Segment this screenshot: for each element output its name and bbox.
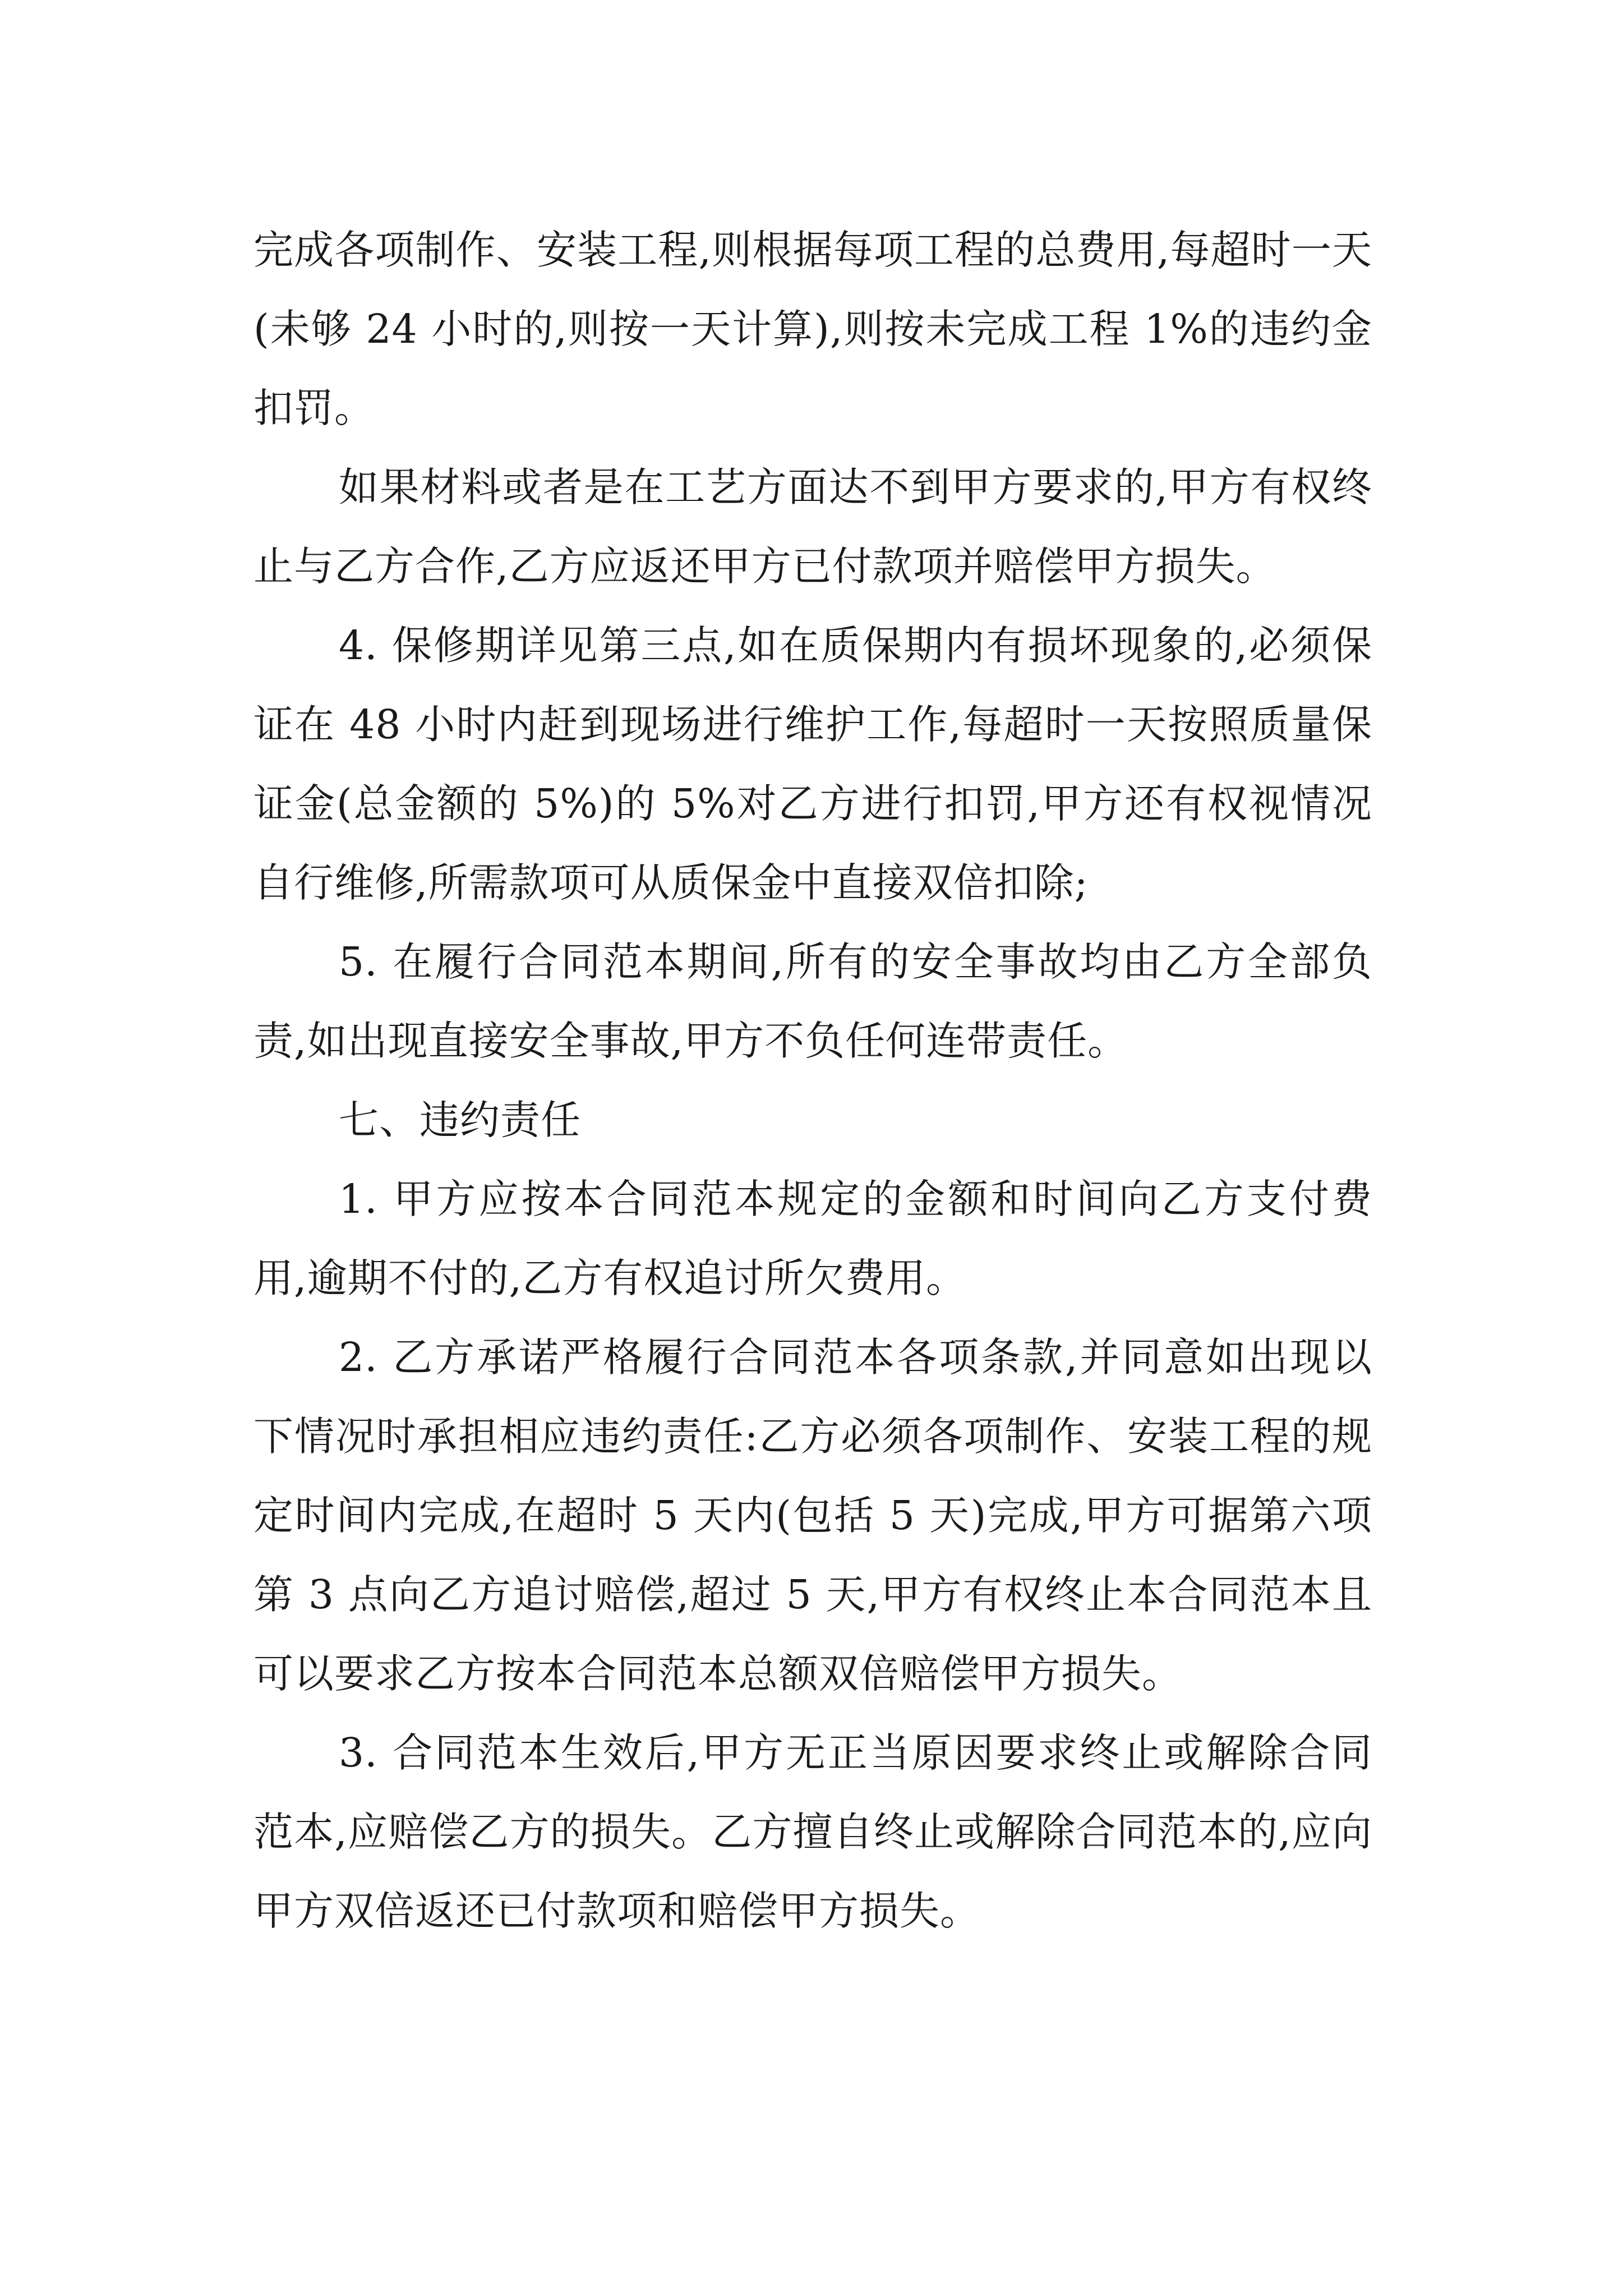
paragraph-breach-item-1: 1. 甲方应按本合同范本规定的金额和时间向乙方支付费用,逾期不付的,乙方有权追讨所欠费用。	[253, 1176, 1372, 1301]
paragraph-item-5-safety: 5. 在履行合同范本期间,所有的安全事故均由乙方全部负责,如出现直接安全事故,甲方不负任何连带责任。	[253, 938, 1372, 1064]
paragraph-breach-item-3: 3. 合同范本生效后,甲方无正当原因要求终止或解除合同范本,应赔偿乙方的损失。乙方擅自终止或解除合同范本的,应向甲方双倍返还已付款项和赔偿甲方损失。	[253, 1729, 1372, 1934]
paragraph-material-quality: 如果材料或者是在工艺方面达不到甲方要求的,甲方有权终止与乙方合作,乙方应返还甲方已付款项并赔偿甲方损失。	[253, 464, 1372, 590]
paragraph-breach-item-2: 2. 乙方承诺严格履行合同范本各项条款,并同意如出现以下情况时承担相应违约责任:乙方必须各项制作、安装工程的规定时间内完成,在超时 5 天内(包括 5 天)完成,甲方可据第六项第 3 点向乙方追讨赔偿,超过 5 天,甲方有权终止本合同范本且可以要求乙方按本合同范本总额双倍赔偿甲方损失。	[253, 1334, 1372, 1697]
section-heading-breach-liability: 七、违约责任	[339, 1097, 582, 1143]
paragraph-item-4-warranty: 4. 保修期详见第三点,如在质保期内有损坏现象的,必须保证在 48 小时内赶到现场进行维护工作,每超时一天按照质量保证金(总金额的 5%)的 5%对乙方进行扣罚,甲方还有权视情况自行维修,所需款项可从质保金中直接双倍扣除;	[253, 622, 1372, 906]
paragraph-penalty-overtime: 完成各项制作、安装工程,则根据每项工程的总费用,每超时一天(未够 24 小时的,则按一天计算),则按未完成工程 1%的违约金扣罚。	[253, 227, 1372, 431]
document-body	[253, 210, 1372, 1950]
